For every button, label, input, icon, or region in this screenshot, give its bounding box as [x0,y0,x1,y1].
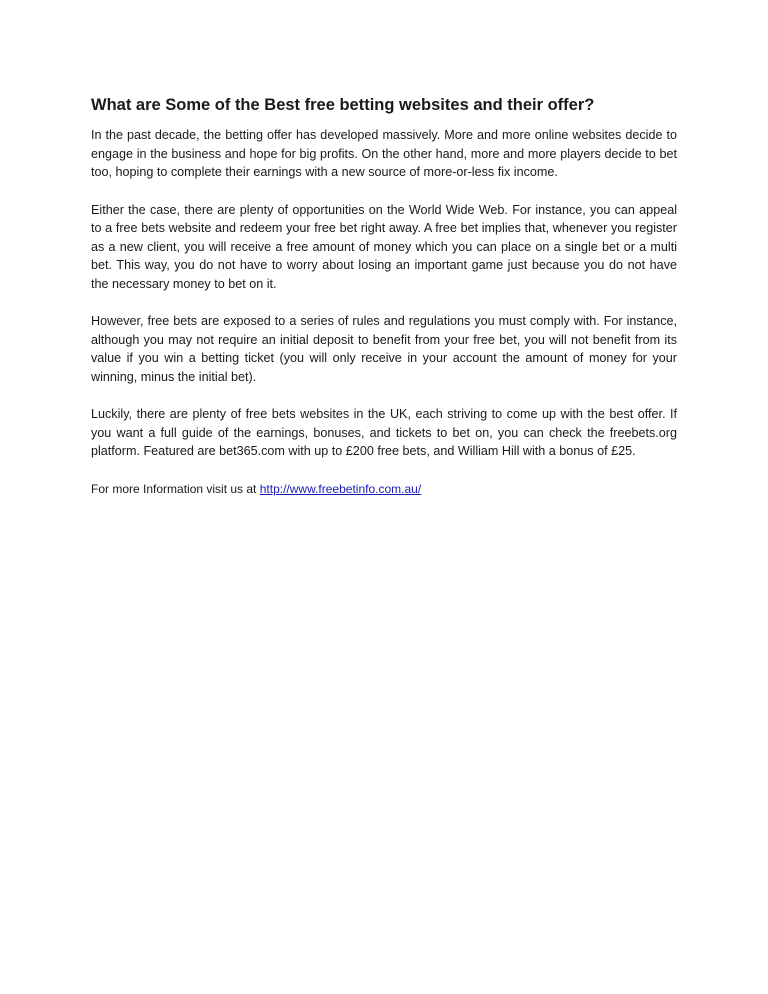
document-title: What are Some of the Best free betting websites and their offer? [91,96,595,114]
paragraph-uk-websites: Luckily, there are plenty of free bets websites in the UK, each striving to come up with the best offer. If you want a full guide of the earnings, bonuses, and tickets to bet on, you can check the freebets.org platform. Featured are bet365.com with up to £200 free bets, and William Hill with a bonus of £25. [91,407,677,458]
footer-line [91,480,677,498]
paragraph-rules: However, free bets are exposed to a series of rules and regulations you must comply with. For instance, although you may not require an initial deposit to benefit from your free bet, you will not benefit from its value if you win a betting ticket (you will only receive in your account the amount of money for your winning, minus the initial bet). [91,314,677,384]
footer-prefix: For more Information visit us at [91,481,260,496]
website-link[interactable]: http://www.freebetinfo.com.au/ [259,481,422,496]
paragraph-intro: In the past decade, the betting offer has developed massively. More and more online websites decide to engage in the business and hope for big profits. On the other hand, more and more players decide to bet too, hoping to complete their earnings with a new source of more-or-less fix income. [91,128,677,179]
paragraph-opportunities: Either the case, there are plenty of opportunities on the World Wide Web. For instance, you can appeal to a free bets website and redeem your free bet right away. A free bet implies that, whenever you register as a new client, you will receive a free amount of money which you can place on a single bet or a multi bet. This way, you do not have to worry about losing an important game just because you do not have the necessary money to bet on it. [91,202,677,291]
document-body [91,94,677,510]
